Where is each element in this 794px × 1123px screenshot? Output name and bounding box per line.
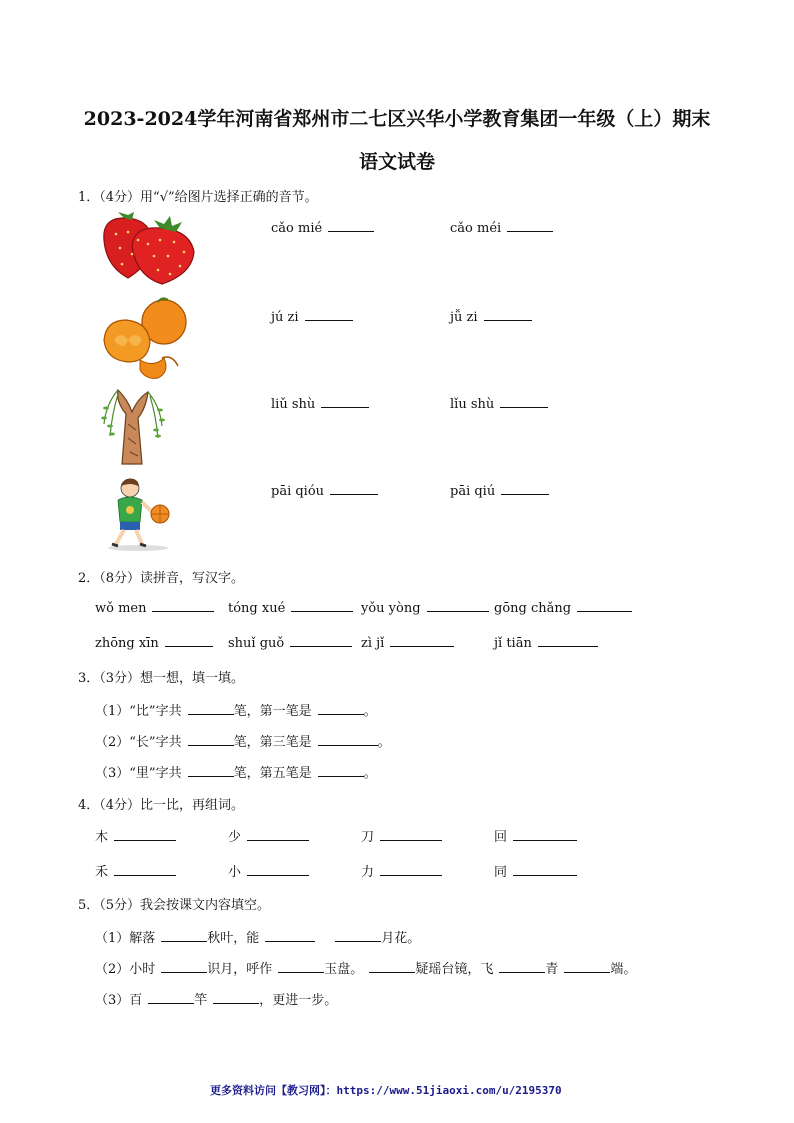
boy-with-ball-picture (104, 474, 176, 554)
answer-blank[interactable] (305, 309, 353, 321)
answer-blank[interactable] (188, 734, 234, 746)
answer-blank[interactable] (318, 703, 364, 715)
q2-pinyin-item[interactable]: zhōng xīn (95, 635, 213, 651)
question-2-heading: 2．（8分）读拼音，写汉字。 (78, 571, 245, 586)
q5-line-2: （2）小时 识月，呼作 玉盘。 疑瑶台镜，飞 青 端。 (95, 962, 637, 977)
q4-char-item[interactable]: 同 (494, 861, 577, 880)
q2-pinyin-item[interactable]: zì jǐ (361, 635, 454, 651)
tangerine-picture (100, 296, 192, 382)
answer-blank[interactable] (538, 635, 598, 647)
answer-blank[interactable] (380, 864, 442, 876)
answer-blank[interactable] (321, 396, 369, 408)
q2-pinyin-item[interactable]: tóng xué (228, 600, 353, 616)
q2-pinyin-item[interactable]: gōng chǎng (494, 600, 632, 616)
answer-blank[interactable] (501, 483, 549, 495)
q1-row1-option-b[interactable]: cǎo méi (450, 220, 553, 236)
q1-row3-option-b[interactable]: lǐu shù (450, 396, 548, 412)
answer-blank[interactable] (513, 829, 577, 841)
q4-char-item[interactable]: 回 (494, 826, 577, 845)
question-4-heading: 4．（4分）比一比，再组词。 (78, 798, 245, 813)
answer-blank[interactable] (152, 600, 214, 612)
answer-blank[interactable] (499, 961, 545, 973)
answer-blank[interactable] (114, 864, 176, 876)
willow-tree-picture (98, 384, 170, 466)
q2-pinyin-item[interactable]: yǒu yòng (361, 600, 489, 616)
answer-blank[interactable] (484, 309, 532, 321)
answer-blank[interactable] (114, 829, 176, 841)
answer-blank[interactable] (265, 930, 315, 942)
footer-link[interactable]: 更多资料访问【教习网】：https://www.51jiaoxi.com/u/2195370 (210, 1084, 562, 1097)
q4-char-item[interactable]: 刀 (361, 826, 442, 845)
answer-blank[interactable] (500, 396, 548, 408)
answer-blank[interactable] (290, 635, 352, 647)
answer-blank[interactable] (247, 829, 309, 841)
q2-pinyin-item[interactable]: jǐ tiān (494, 635, 598, 651)
strawberry-picture (98, 212, 202, 288)
answer-blank[interactable] (390, 635, 454, 647)
answer-blank[interactable] (318, 734, 378, 746)
answer-blank[interactable] (161, 961, 207, 973)
answer-blank[interactable] (161, 930, 207, 942)
page-title-line2: 语文试卷 (358, 151, 435, 173)
answer-blank[interactable] (577, 600, 632, 612)
q1-row4-option-a[interactable]: pāi qióu (271, 483, 378, 499)
q1-row3-option-a[interactable]: liǔ shù (271, 396, 369, 412)
answer-blank[interactable] (369, 961, 415, 973)
q1-row2-option-b[interactable]: jǚ zi (450, 309, 532, 325)
q2-pinyin-item[interactable]: shuǐ guǒ (228, 635, 352, 651)
answer-blank[interactable] (427, 600, 489, 612)
answer-blank[interactable] (380, 829, 442, 841)
answer-blank[interactable] (318, 765, 364, 777)
answer-blank[interactable] (188, 765, 234, 777)
q2-pinyin-item[interactable]: wǒ men (95, 600, 214, 616)
q1-row4-option-b[interactable]: pāi qiú (450, 483, 549, 499)
q3-item-1: （1）“比”字共 笔，第一笔是 。 (95, 704, 377, 719)
q4-char-item[interactable]: 力 (361, 861, 442, 880)
question-5-heading: 5．（5分）我会按课文内容填空。 (78, 898, 271, 913)
answer-blank[interactable] (335, 930, 381, 942)
q5-line-3: （3）百 竿 ，更进一步。 (95, 993, 338, 1008)
answer-blank[interactable] (188, 703, 234, 715)
question-3-heading: 3．（3分）想一想，填一填。 (78, 671, 245, 686)
answer-blank[interactable] (564, 961, 610, 973)
question-1-heading: 1．（4分）用“√”给图片选择正确的音节。 (78, 190, 318, 205)
q4-char-item[interactable]: 少 (228, 826, 309, 845)
answer-blank[interactable] (165, 635, 213, 647)
answer-blank[interactable] (328, 220, 374, 232)
q3-item-3: （3）“里”字共 笔，第五笔是 。 (95, 766, 377, 781)
answer-blank[interactable] (148, 992, 194, 1004)
q4-char-item[interactable]: 禾 (95, 861, 176, 880)
q4-char-item[interactable]: 小 (228, 861, 309, 880)
answer-blank[interactable] (278, 961, 324, 973)
answer-blank[interactable] (213, 992, 259, 1004)
q3-item-2: （2）“长”字共 笔，第三笔是 。 (95, 735, 391, 750)
answer-blank[interactable] (291, 600, 353, 612)
answer-blank[interactable] (507, 220, 553, 232)
q1-row2-option-a[interactable]: jú zi (271, 309, 353, 325)
answer-blank[interactable] (247, 864, 309, 876)
q4-char-item[interactable]: 木 (95, 826, 176, 845)
q1-row1-option-a[interactable]: cǎo mié (271, 220, 374, 236)
answer-blank[interactable] (330, 483, 378, 495)
page-title-line1: 2023-2024学年河南省郑州市二七区兴华小学教育集团一年级（上）期末 (83, 108, 711, 130)
q5-line-1: （1）解落 秋叶，能 月花。 (95, 931, 421, 946)
answer-blank[interactable] (513, 864, 577, 876)
